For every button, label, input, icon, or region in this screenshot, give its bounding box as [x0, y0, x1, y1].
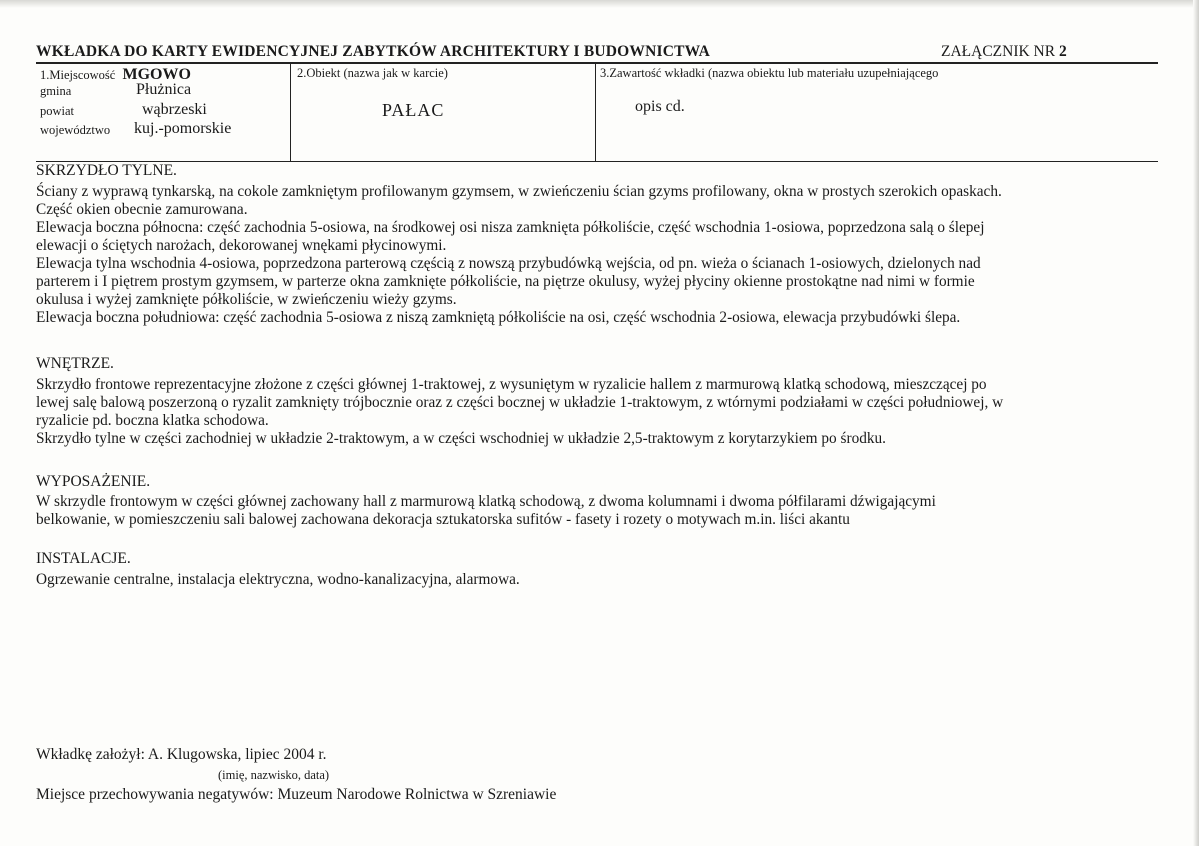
locality-label: 1.Miejscowość [40, 68, 116, 82]
attachment-label: ZAŁĄCZNIK NR [941, 43, 1056, 60]
wojewodztwo-value: kuj.-pomorskie [134, 120, 232, 137]
powiat-value: wąbrzeski [142, 101, 207, 118]
section-body-installations [36, 571, 1146, 589]
scan-edge-right [1193, 0, 1199, 846]
text-line: lewej salę balową poszerzoną o ryzalit zamknięty trójbocznie oraz z części bocznej w układzie 1-traktowym, z wtórnymi podziałami w części południowej, w [36, 394, 1004, 411]
section-heading-interior: WNĘTRZE. [36, 355, 114, 372]
section-heading-equipment: WYPOSAŻENIE. [36, 473, 151, 490]
text-line: Elewacja tylna wschodnia 4-osiowa, poprzedzona parterową częścią z nowszą przybudówką wejścia, od pn. wieża o ścianach 1-osiowych, dzielonych nad [36, 255, 981, 272]
text-line: parterem i I piętrem prostym gzymsem, w parterze okna zamknięte półkoliście, na piętrze okulusy, wyżej płyciny okienne prostokątne nad nimi w formie [36, 273, 975, 290]
scan-edge-top [0, 0, 1199, 8]
text-line: Elewacja boczna północna: część zachodnia 5-osiowa, na środkowej osi nisza zamknięta półkoliście, część wschodnia 1-osiowa, poprzedzona salą o ślepej [36, 219, 985, 236]
box-divider-2 [595, 63, 596, 161]
object-value: PAŁAC [382, 100, 445, 120]
box-divider-1 [290, 63, 291, 161]
gmina-value: Płużnica [136, 81, 192, 98]
attachment-value: 2 [1058, 43, 1067, 60]
gmina-label: gmina [40, 84, 72, 98]
locality-value: MGOWO [122, 66, 191, 83]
text-line: Ogrzewanie centralne, instalacja elektryczna, wodno-kanalizacyjna, alarmowa. [36, 571, 520, 588]
section-heading-rear-wing: SKRZYDŁO TYLNE. [36, 162, 177, 179]
founded-hint: (imię, nazwisko, data) [218, 768, 330, 782]
text-line: ryzalicie pd. boczna klatka schodowa. [36, 412, 269, 429]
text-line: Ściany z wyprawą tynkarską, na cokole zamkniętym profilowanym gzymsem, w zwieńczeniu ścian gzyms profilowany, okna w prostych szerokich opaskach. [36, 183, 1002, 200]
section-heading-installations: INSTALACJE. [36, 550, 131, 567]
text-line: W skrzydle frontowym w części głównej zachowany hall z marmurową klatką schodową, z dwoma kolumnami i dwoma półfilarami dźwigającymi [36, 493, 936, 510]
content-label: 3.Zawartość wkładki (nazwa obiektu lub materiału uzupełniającego [600, 66, 939, 80]
section-body-interior [36, 376, 1146, 448]
powiat-label: powiat [40, 104, 75, 118]
founded-by: Wkładkę założył: A. Klugowska, lipiec 2004 r. [36, 746, 327, 763]
wojewodztwo-label: województwo [40, 123, 111, 137]
text-line: belkowanie, w pomieszczeniu sali balowej zachowana dekoracja sztukatorska sufitów - fasety i rozety o motywach m.in. liści akantu [36, 511, 850, 528]
text-line: okulusa i wyżej zamknięte półkoliście, w zwieńczeniu wieży gzyms. [36, 291, 457, 308]
text-line: Skrzydło frontowe reprezentacyjne złożone z części głównej 1-traktowej, z wysuniętym w ryzalicie hallem z marmurową klatką schodową, mieszczącej po [36, 376, 987, 393]
content-value: opis cd. [635, 98, 685, 115]
document-title: WKŁADKA DO KARTY EWIDENCYJNEJ ZABYTKÓW ARCHITEKTURY I BUDOWNICTWA [36, 43, 711, 60]
text-line: elewacji o ściętych narożach, dekorowanej wnękami płycinowymi. [36, 237, 447, 254]
text-line: Część okien obecnie zamurowana. [36, 201, 248, 218]
header-bottom-rule [36, 161, 1158, 162]
text-line: Skrzydło tylne w części zachodniej w układzie 2-traktowym, a w części wschodniej w układzie 2,5-traktowym z korytarzykiem po środku. [36, 430, 886, 447]
object-label: 2.Obiekt (nazwa jak w karcie) [297, 66, 448, 80]
section-body-rear-wing [36, 183, 1146, 327]
header-top-rule [36, 62, 1158, 64]
attachment-number [941, 43, 1067, 61]
negatives-location: Miejsce przechowywania negatywów: Muzeum Narodowe Rolnictwa w Szreniawie [36, 786, 557, 803]
text-line: Elewacja boczna południowa: część zachodnia 5-osiowa z niszą zamkniętą półkoliście na osi, część wschodnia 2-osiowa, elewacja przybudówki ślepa. [36, 309, 961, 326]
section-body-equipment [36, 493, 1146, 529]
